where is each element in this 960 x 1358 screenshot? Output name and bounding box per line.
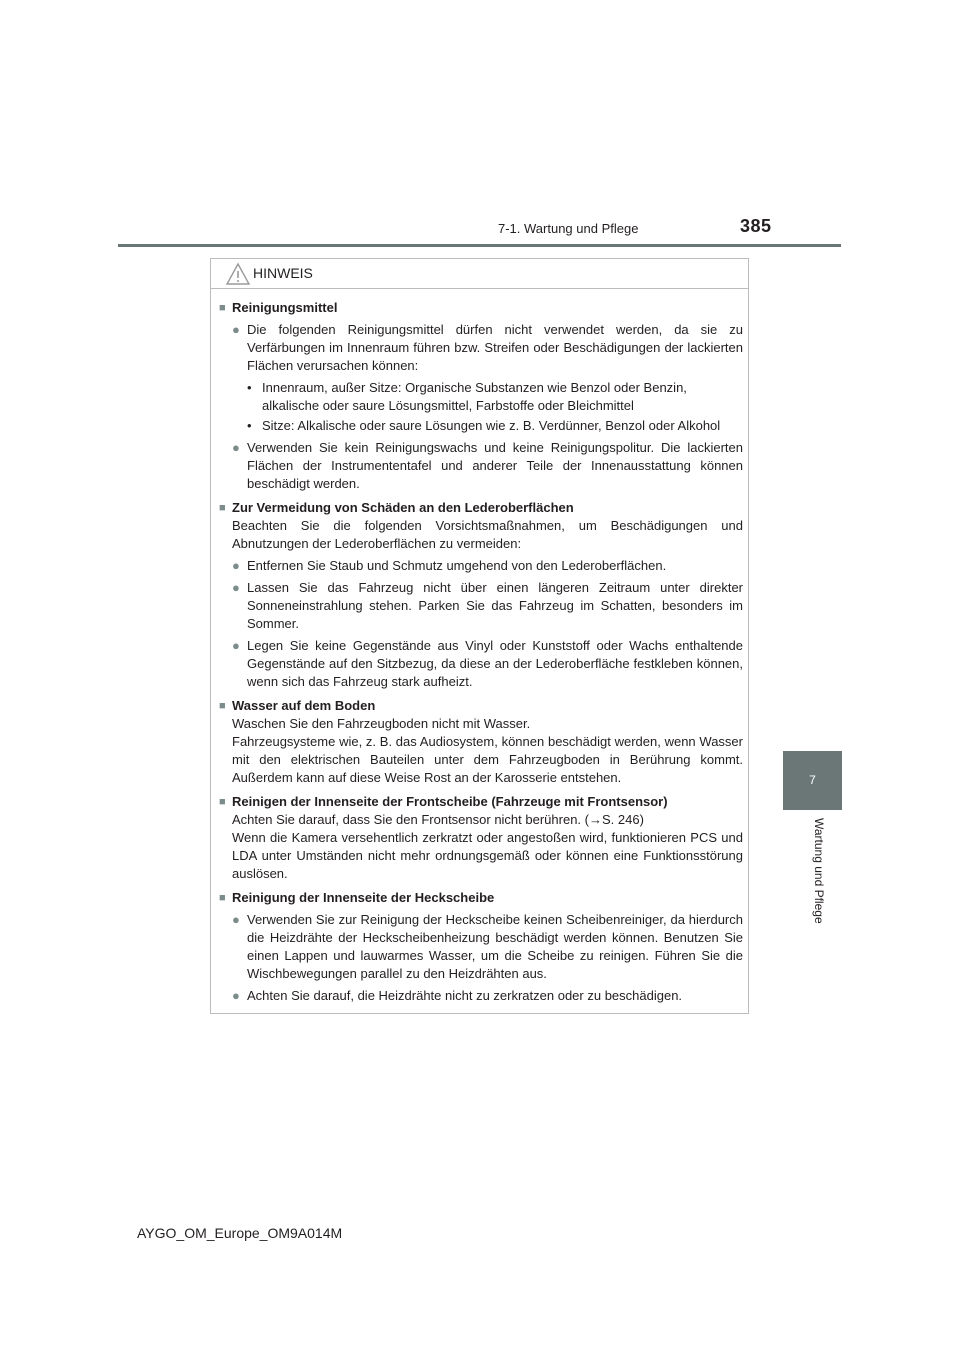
section-heading-text: Reinigung der Innenseite der Heckscheibe	[232, 890, 495, 905]
page-number: 385	[740, 216, 772, 236]
list-item-text: Lassen Sie das Fahrzeug nicht über einen längeren Zeitraum unter direkter Sonneneinstrahlung stehen. Parken Sie das Fahrzeug im Schatten, besonders im Sommer.	[247, 580, 743, 631]
square-bullet-icon: ■	[219, 700, 226, 712]
document-code: AYGO_OM_Europe_OM9A014M	[137, 1225, 343, 1241]
list-item	[232, 637, 743, 691]
section-heading	[219, 889, 743, 907]
section-heading	[219, 697, 743, 715]
circle-bullet-icon: ●	[232, 558, 240, 573]
section-paragraph: Beachten Sie die folgenden Vorsichtsmaßnahmen, um Beschädigungen und Abnutzungen der Lederoberflächen zu vermeiden:	[232, 518, 743, 551]
chapter-tab-label: Wartung und Pflege	[812, 818, 826, 924]
section-heading	[219, 499, 743, 517]
circle-bullet-icon: ●	[232, 988, 240, 1003]
list-item	[232, 911, 743, 983]
sub-list-item-text: Innenraum, außer Sitze: Organische Substanzen wie Benzol oder Benzin, alkalische oder saure Lösungsmittel, Farbstoffe oder Bleichmittel	[262, 380, 687, 413]
sub-list-item	[247, 417, 743, 435]
notice-section	[219, 499, 743, 691]
circle-bullet-icon: ●	[232, 638, 240, 653]
section-heading	[219, 299, 743, 317]
section-heading-text: Wasser auf dem Boden	[232, 698, 376, 713]
section-heading-text: Reinigen der Innenseite der Frontscheibe (Fahrzeuge mit Frontsensor)	[232, 794, 668, 809]
notice-section	[219, 697, 743, 787]
dot-bullet-icon: •	[247, 380, 252, 395]
section-heading-text: Zur Vermeidung von Schäden an den Lederoberflächen	[232, 500, 574, 515]
circle-bullet-icon: ●	[232, 580, 240, 595]
list-item	[232, 321, 743, 375]
list-item	[232, 557, 743, 575]
section-paragraph: Achten Sie darauf, dass Sie den Frontsensor nicht berühren. (→S. 246) Wenn die Kamera versehentlich zerkratzt oder angestoßen wird, funktionieren PCS und LDA unter Umständen nicht mehr ordnungsgemäß oder können eine Funktionsstörung auslösen.	[232, 812, 743, 881]
section-heading-text: Reinigungsmittel	[232, 300, 338, 315]
square-bullet-icon: ■	[219, 502, 226, 514]
notice-section	[219, 889, 743, 1005]
dot-bullet-icon: •	[247, 418, 252, 433]
circle-bullet-icon: ●	[232, 322, 240, 337]
circle-bullet-icon: ●	[232, 912, 240, 927]
warning-triangle-icon	[225, 262, 251, 286]
header-rule	[118, 244, 841, 247]
square-bullet-icon: ■	[219, 302, 226, 314]
circle-bullet-icon: ●	[232, 440, 240, 455]
list-item-text: Verwenden Sie kein Reinigungswachs und keine Reinigungspolitur. Die lackierten Flächen der Instrumententafel und anderer Teile der Innenausstattung können beschädigt werden.	[247, 440, 743, 491]
sub-list-item	[247, 379, 743, 415]
section-heading	[219, 793, 743, 811]
list-item-text: Entfernen Sie Staub und Schmutz umgehend von den Lederoberflächen.	[247, 558, 667, 573]
list-item	[232, 579, 743, 633]
running-header-section: 7-1. Wartung und Pflege	[498, 221, 639, 236]
square-bullet-icon: ■	[219, 892, 226, 904]
notice-section	[219, 793, 743, 883]
chapter-tab: 7	[783, 751, 842, 810]
notice-title: HINWEIS	[253, 265, 313, 281]
notice-header	[211, 259, 748, 289]
list-item-text: Legen Sie keine Gegenstände aus Vinyl oder Kunststoff oder Wachs enthaltende Gegenstände auf den Sitzbezug, da diese an der Lederoberfläche festkleben können, wenn sich das Fahrzeug stark aufheizt.	[247, 638, 743, 689]
notice-section	[219, 299, 743, 493]
square-bullet-icon: ■	[219, 796, 226, 808]
list-item	[232, 987, 743, 1005]
list-item-text: Verwenden Sie zur Reinigung der Heckscheibe keinen Scheibenreiniger, da hierdurch die Heizdrähte der Heckscheibenheizung beschädigt werden können. Benutzen Sie einen Lappen und lauwarmes Wasser, um die Scheibe zu reinigen. Führen Sie die Wischbewegungen parallel zu den Heizdrähten aus.	[247, 912, 743, 981]
section-paragraph: Waschen Sie den Fahrzeugboden nicht mit Wasser. Fahrzeugsysteme wie, z. B. das Audiosystem, können beschädigt werden, wenn Wasser mit den elektrischen Bauteilen unter dem Fahrzeugboden in Berührung kommt. Außerdem kann auf diese Weise Rost an der Karosserie entstehen.	[232, 716, 743, 785]
notice-box	[210, 258, 749, 1014]
sub-list-item-text: Sitze: Alkalische oder saure Lösungen wie z. B. Verdünner, Benzol oder Alkohol	[262, 418, 721, 433]
list-item	[232, 439, 743, 493]
list-item-text: Achten Sie darauf, die Heizdrähte nicht zu zerkratzen oder zu beschädigen.	[247, 988, 683, 1003]
list-item-text: Die folgenden Reinigungsmittel dürfen nicht verwendet werden, da sie zu Verfärbungen im Innenraum führen bzw. Streifen oder Beschädigungen der lackierten Flächen verursachen können:	[247, 322, 743, 373]
notice-body	[219, 299, 743, 1011]
